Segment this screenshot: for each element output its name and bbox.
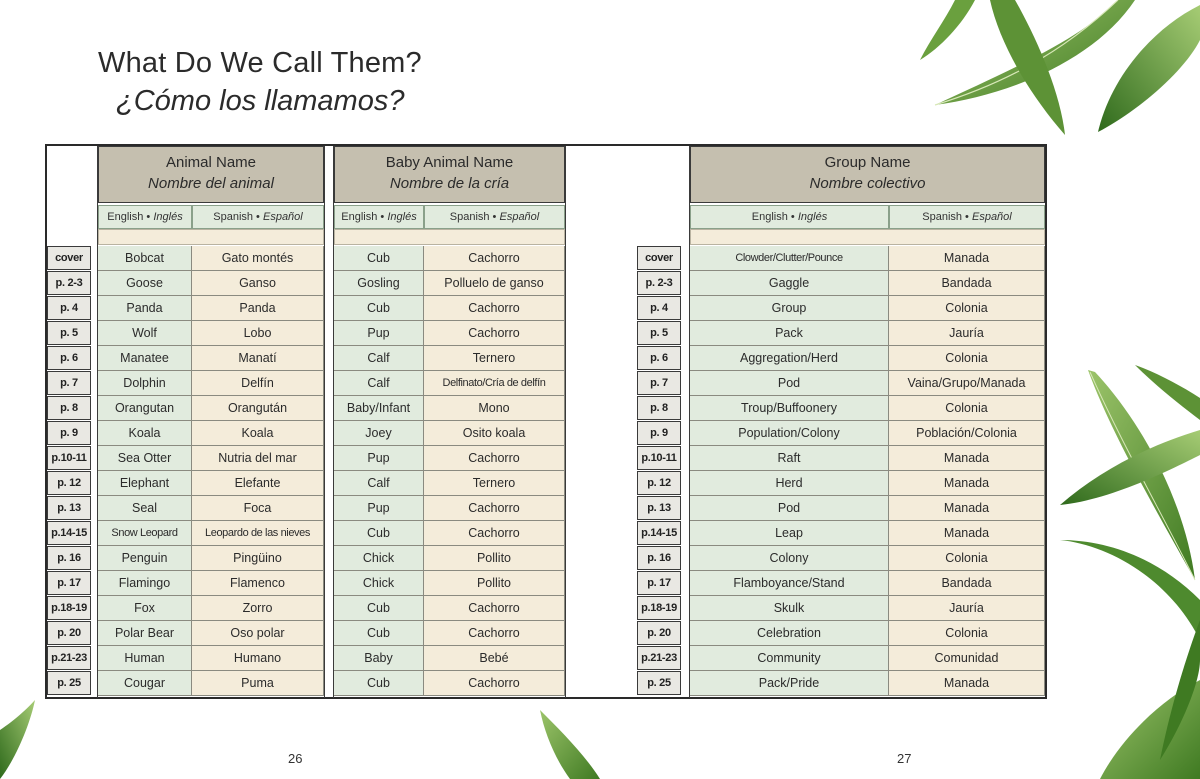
cell-baby-en: Cub [334,246,424,271]
page-number-left: 26 [288,751,303,766]
cell-animal-en: Orangutan [98,396,192,421]
cell-animal-en: Wolf [98,321,192,346]
leaf-icon [920,0,975,60]
cell-baby-es: Cachorro [424,446,565,471]
cell-baby-es: Pollito [424,546,565,571]
cell-group-es: Manada [889,496,1045,521]
spacer-row [690,229,1045,245]
subheader-text: English • [341,211,385,223]
cell-animal-es: Humano [192,646,324,671]
page-ref-right: p. 17 [637,571,681,595]
cell-baby-en: Cub [334,521,424,546]
cell-baby-en: Cub [334,671,424,696]
page-number-right: 27 [897,751,912,766]
cell-animal-en: Seal [98,496,192,521]
page-ref-left: p.21-23 [47,646,91,670]
cell-group-en: Pod [690,371,889,396]
cell-animal-es: Panda [192,296,324,321]
cell-baby-es: Cachorro [424,596,565,621]
spacer-row [98,229,324,245]
baby-animal-name-header [334,146,565,203]
cell-baby-en: Calf [334,471,424,496]
cell-baby-en: Baby/Infant [334,396,424,421]
subheader-text-italic: Inglés [797,211,828,223]
cell-animal-es: Koala [192,421,324,446]
subheader-text: English • [751,211,795,223]
cell-group-en: Celebration [690,621,889,646]
cell-animal-en: Goose [98,271,192,296]
cell-animal-es: Pingüino [192,546,324,571]
cell-animal-en: Dolphin [98,371,192,396]
page-ref-left: p. 20 [47,621,91,645]
page-ref-right: p.14-15 [637,521,681,545]
subheader-text-italic: Inglés [153,211,183,223]
page-ref-right: p. 12 [637,471,681,495]
cell-animal-es: Zorro [192,596,324,621]
cell-baby-en: Baby [334,646,424,671]
cell-baby-es: Delfinato/Cría de delfín [424,371,565,396]
cell-animal-en: Elephant [98,471,192,496]
page-ref-left: cover [47,246,91,270]
header-label: Animal Name [165,154,257,171]
cell-baby-en: Gosling [334,271,424,296]
cell-group-en: Group [690,296,889,321]
cell-animal-es: Puma [192,671,324,696]
page-title: What Do We Call Them? [98,47,422,79]
subheader-spanish [424,205,565,229]
cell-animal-es: Elefante [192,471,324,496]
cell-animal-es: Foca [192,496,324,521]
cell-baby-es: Mono [424,396,565,421]
group-name-header [690,146,1045,203]
page-title-spanish: ¿Cómo los llamamos? [116,85,405,117]
cell-group-en: Aggregation/Herd [690,346,889,371]
cell-animal-en: Fox [98,596,192,621]
cell-baby-en: Pup [334,446,424,471]
page-ref-left: p. 6 [47,346,91,370]
leaf-icon [1100,680,1200,779]
cell-group-en: Colony [690,546,889,571]
cell-group-es: Colonia [889,396,1045,421]
cell-group-es: Colonia [889,546,1045,571]
page-ref-left: p. 25 [47,671,91,695]
page-ref-left: p.18-19 [47,596,91,620]
leaf-icon [990,0,1065,135]
cell-group-es: Manada [889,471,1045,496]
cell-animal-en: Panda [98,296,192,321]
cell-baby-es: Osito koala [424,421,565,446]
cell-group-es: Vaina/Grupo/Manada [889,371,1045,396]
cell-group-en: Pack/Pride [690,671,889,696]
cell-baby-en: Cub [334,596,424,621]
cell-animal-es: Flamenco [192,571,324,596]
leaf-icon [540,710,600,779]
page-ref-left: p. 12 [47,471,91,495]
cell-group-es: Población/Colonia [889,421,1045,446]
page-ref-left: p.10-11 [47,446,91,470]
cell-baby-es: Polluelo de ganso [424,271,565,296]
page-ref-left: p. 16 [47,546,91,570]
cell-baby-en: Cub [334,621,424,646]
cell-group-en: Leap [690,521,889,546]
page-ref-left: p. 9 [47,421,91,445]
page-ref-right: p. 20 [637,621,681,645]
cell-animal-es: Orangután [192,396,324,421]
cell-animal-es: Oso polar [192,621,324,646]
page-ref-right: p.18-19 [637,596,681,620]
page-ref-left: p. 17 [47,571,91,595]
cell-group-es: Colonia [889,621,1045,646]
column-divider [565,146,566,698]
leaf-icon [1060,540,1200,640]
leaf-icon [1060,430,1200,505]
cell-group-es: Jauría [889,596,1045,621]
cell-animal-es: Leopardo de las nieves [192,521,324,546]
cell-animal-es: Ganso [192,271,324,296]
cell-group-es: Manada [889,446,1045,471]
cell-baby-en: Joey [334,421,424,446]
page-ref-left: p. 8 [47,396,91,420]
page-ref-right: p.21-23 [637,646,681,670]
cell-group-en: Clowder/Clutter/Pounce [690,246,889,271]
cell-baby-es: Cachorro [424,246,565,271]
cell-animal-es: Nutria del mar [192,446,324,471]
header-label: Group Name [824,154,911,171]
cell-animal-en: Bobcat [98,246,192,271]
spacer-row [334,229,565,245]
page-ref-left: p. 4 [47,296,91,320]
cell-baby-es: Cachorro [424,296,565,321]
subheader-spanish [889,205,1045,229]
subheader-english [98,205,192,229]
header-label-spanish: Nombre del animal [148,175,274,192]
cell-animal-es: Delfín [192,371,324,396]
page-title-block [98,44,422,120]
cell-baby-en: Calf [334,371,424,396]
cell-group-es: Manada [889,246,1045,271]
cell-animal-en: Koala [98,421,192,446]
column-divider [324,146,325,698]
cell-baby-en: Chick [334,546,424,571]
cell-group-en: Flamboyance/Stand [690,571,889,596]
cell-animal-es: Lobo [192,321,324,346]
cell-baby-en: Pup [334,321,424,346]
leaf-icon [1098,5,1200,132]
cell-baby-es: Cachorro [424,671,565,696]
cell-baby-en: Cub [334,296,424,321]
cell-group-en: Skulk [690,596,889,621]
page-ref-right: p. 13 [637,496,681,520]
header-label-spanish: Nombre colectivo [809,175,926,192]
cell-group-en: Community [690,646,889,671]
leaf-icon [1088,370,1195,580]
cell-animal-es: Gato montés [192,246,324,271]
subheader-text: Spanish • [213,211,260,223]
cell-group-es: Manada [889,521,1045,546]
subheader-text: English • [107,211,151,223]
cell-baby-es: Cachorro [424,321,565,346]
cell-animal-en: Human [98,646,192,671]
page-ref-right: p. 9 [637,421,681,445]
page-ref-right: p. 4 [637,296,681,320]
cell-animal-en: Sea Otter [98,446,192,471]
cell-baby-en: Chick [334,571,424,596]
cell-animal-en: Flamingo [98,571,192,596]
page-ref-left: p. 7 [47,371,91,395]
subheader-text-italic: Español [971,211,1012,223]
cell-baby-en: Pup [334,496,424,521]
cell-group-en: Gaggle [690,271,889,296]
cell-animal-es: Manatí [192,346,324,371]
page-ref-left: p.14-15 [47,521,91,545]
cell-baby-es: Bebé [424,646,565,671]
cell-group-en: Pack [690,321,889,346]
cell-group-es: Manada [889,671,1045,696]
subheader-text: Spanish • [449,211,497,223]
page-ref-left: p. 13 [47,496,91,520]
leaf-icon [0,700,35,779]
leaf-icon [1135,365,1200,420]
page-ref-right: p. 6 [637,346,681,370]
page-ref-right: p. 16 [637,546,681,570]
subheader-english [334,205,424,229]
subheader-text-italic: Inglés [387,211,417,223]
page-ref-right: p. 2-3 [637,271,681,295]
cell-animal-en: Penguin [98,546,192,571]
cell-group-en: Population/Colony [690,421,889,446]
cell-animal-en: Snow Leopard [98,521,192,546]
page-ref-left: p. 5 [47,321,91,345]
cell-group-es: Comunidad [889,646,1045,671]
cell-group-en: Pod [690,496,889,521]
cell-group-es: Colonia [889,346,1045,371]
cell-group-en: Raft [690,446,889,471]
page-ref-right: p.10-11 [637,446,681,470]
cell-baby-es: Ternero [424,346,565,371]
header-label-spanish: Nombre de la cría [389,175,510,192]
subheader-text-italic: Español [262,211,303,223]
cell-baby-es: Cachorro [424,621,565,646]
page-ref-left: p. 2-3 [47,271,91,295]
cell-group-es: Jauría [889,321,1045,346]
subheader-spanish [192,205,324,229]
cell-baby-es: Pollito [424,571,565,596]
cell-baby-es: Ternero [424,471,565,496]
page-ref-right: p. 7 [637,371,681,395]
cell-group-en: Troup/Buffoonery [690,396,889,421]
leaf-icon [1160,620,1200,760]
cell-group-es: Bandada [889,271,1045,296]
subheader-english [690,205,889,229]
page-ref-right: p. 25 [637,671,681,695]
subheader-text: Spanish • [922,211,969,223]
page-ref-right: p. 8 [637,396,681,420]
cell-animal-en: Polar Bear [98,621,192,646]
cell-group-en: Herd [690,471,889,496]
header-label: Baby Animal Name [385,154,514,171]
cell-animal-en: Manatee [98,346,192,371]
cell-baby-es: Cachorro [424,521,565,546]
cell-baby-en: Calf [334,346,424,371]
page-ref-right: p. 5 [637,321,681,345]
cell-group-es: Bandada [889,571,1045,596]
page-ref-right: cover [637,246,681,270]
cell-animal-en: Cougar [98,671,192,696]
cell-baby-es: Cachorro [424,496,565,521]
subheader-text-italic: Español [499,211,540,223]
animal-name-header [98,146,324,203]
leaf-icon [935,0,1135,105]
cell-group-es: Colonia [889,296,1045,321]
